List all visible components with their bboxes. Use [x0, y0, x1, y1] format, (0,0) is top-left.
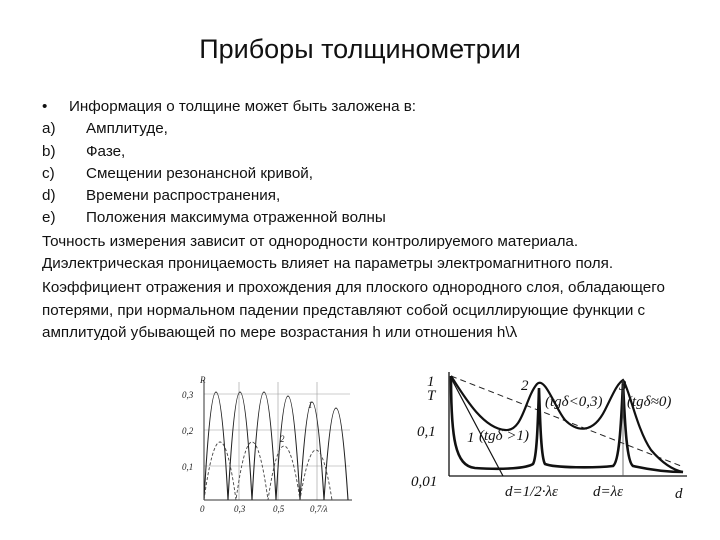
fig2-annotation: (tgδ<0,3): [545, 394, 603, 410]
list-item: [42, 207, 682, 229]
list-item: [42, 118, 682, 140]
fig1-y-tick: 0,3: [182, 390, 194, 400]
fig2-peak-label: 2: [521, 378, 529, 394]
intro-text: Информация о толщине может быть заложена в:: [69, 98, 417, 115]
bullet-icon: •: [42, 98, 48, 115]
fig1-y-tick: 0,1: [182, 462, 194, 472]
fig2-y-tick: 0,01: [411, 474, 438, 490]
fig1-curve-label: 2: [280, 434, 285, 444]
list-text: Смещении резонансной кривой,: [86, 164, 313, 182]
list-marker: d): [42, 187, 56, 205]
fig2-curve-2: [451, 376, 683, 472]
fig1-curve-2: [204, 442, 332, 500]
list-text: Положения максимума отраженной волны: [86, 209, 386, 227]
reflection-oscillation-figure: [180, 372, 360, 530]
slide-body: [42, 96, 682, 344]
transmission-resonance-figure: [405, 368, 705, 518]
fig1-x-tick: 0,5: [273, 504, 285, 514]
list-marker: b): [42, 142, 56, 160]
list-marker: e): [42, 209, 56, 227]
fig2-y-tick: 0,1: [417, 424, 436, 440]
fig2-curve-label: 1: [467, 430, 475, 446]
fig2-y-tick: 1: [427, 374, 435, 390]
fig2-x-axis-label: d: [675, 486, 683, 502]
fig2-x-mark: d=1/2·λε: [505, 484, 558, 500]
list-item: [42, 141, 682, 163]
list-text: Времени распространения,: [86, 187, 281, 205]
fig1-x-tick: 0,7/λ: [310, 504, 328, 514]
intro-line: [42, 96, 682, 118]
fig2-annotation: (tgδ >1): [479, 428, 530, 444]
paragraph-reflection: Коэффициент отражения и прохождения для плоского однородного слоя, обладающего потерями, при нормальном падении представляют собой осциллирующие функции с амплитудой убывающей по мере возрастания h или отношения h\λ: [42, 279, 665, 341]
slide-title: Приборы толщинометрии: [199, 34, 521, 64]
fig1-y-tick: 0,2: [182, 426, 194, 436]
list-marker: c): [42, 164, 55, 182]
fig1-curve-label: 1: [308, 400, 313, 410]
list-item: [42, 185, 682, 207]
fig1-x-tick: 0: [200, 504, 205, 514]
list-text: Фазе,: [86, 142, 126, 160]
fig2-annotation: (tgδ≈0): [627, 394, 672, 410]
fig1-curve-1: [204, 392, 348, 500]
paragraph-accuracy: Точность измерения зависит от однородности контролируемого материала. Диэлектрическая проницаемость влияет на параметры электромагнитного поля.: [42, 232, 614, 273]
fig1-x-tick: 0,3: [234, 504, 246, 514]
list-marker: a): [42, 120, 56, 138]
fig2-x-mark: d=λε: [593, 484, 624, 500]
fig1-y-axis-label: R: [200, 375, 206, 385]
list-text: Амплитуде,: [86, 120, 168, 138]
fig2-y-axis-label: T: [427, 388, 436, 404]
fig2-curve-1: [451, 376, 683, 472]
list-item: [42, 163, 682, 185]
fig2-peak-label: 3: [619, 378, 627, 394]
